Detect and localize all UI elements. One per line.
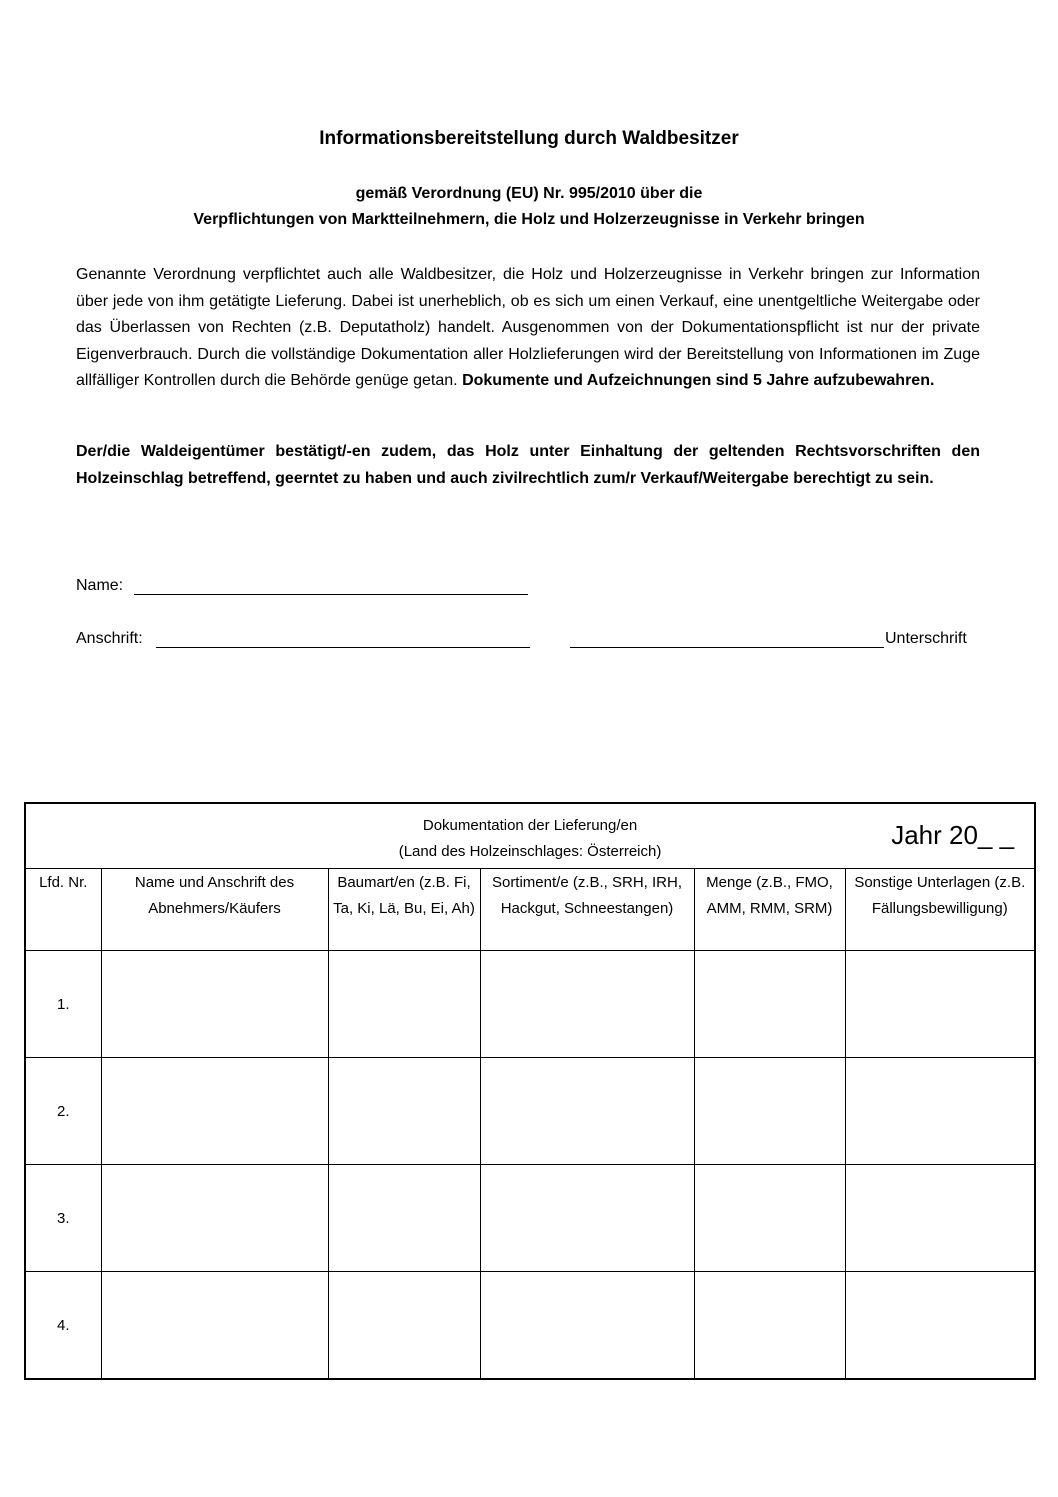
- column-header: Baumart/en (z.B. Fi, Ta, Ki, Lä, Bu, Ei, Ah): [328, 869, 480, 951]
- assortment-cell[interactable]: [480, 1058, 694, 1165]
- signature-field[interactable]: [570, 647, 884, 648]
- row-number: 4.: [25, 1272, 101, 1380]
- column-header: Lfd. Nr.: [25, 869, 101, 951]
- table-row: [25, 1165, 1035, 1272]
- row-number: 2.: [25, 1058, 101, 1165]
- name-label: Name:: [76, 577, 124, 594]
- table-row: [25, 951, 1035, 1058]
- subtitle-regulation: gemäß Verordnung (EU) Nr. 995/2010 über die: [355, 185, 703, 202]
- assortment-cell[interactable]: [480, 951, 694, 1058]
- name-field[interactable]: [134, 594, 528, 595]
- species-cell[interactable]: [328, 1165, 480, 1272]
- row-number: 1.: [25, 951, 101, 1058]
- quantity-cell[interactable]: [694, 1058, 845, 1165]
- signature-label: Unterschrift: [885, 630, 967, 647]
- quantity-cell[interactable]: [694, 951, 845, 1058]
- document-title: Informationsbereitstellung durch Waldbesitzer: [319, 128, 739, 149]
- row-number: 3.: [25, 1165, 101, 1272]
- buyer-cell[interactable]: [101, 951, 328, 1058]
- buyer-cell[interactable]: [101, 1058, 328, 1165]
- buyer-cell[interactable]: [101, 1272, 328, 1380]
- documents-cell[interactable]: [845, 951, 1035, 1058]
- intro-paragraph: [76, 262, 980, 395]
- column-header: Sonstige Unterlagen (z.B. Fällungsbewilligung): [845, 869, 1035, 951]
- delivery-table: [24, 802, 1036, 1380]
- table-header: [25, 803, 1035, 869]
- address-label: Anschrift:: [76, 630, 143, 647]
- column-header: Sortiment/e (z.B., SRH, IRH, Hackgut, Schneestangen): [480, 869, 694, 951]
- documents-cell[interactable]: [845, 1165, 1035, 1272]
- assortment-cell[interactable]: [480, 1165, 694, 1272]
- column-header: Menge (z.B., FMO, AMM, RMM, SRM): [694, 869, 845, 951]
- species-cell[interactable]: [328, 1272, 480, 1380]
- column-header-row: [25, 869, 1035, 951]
- species-cell[interactable]: [328, 1058, 480, 1165]
- assortment-cell[interactable]: [480, 1272, 694, 1380]
- intro-text: Genannte Verordnung verpflichtet auch alle Waldbesitzer, die Holz und Holzerzeugnisse in Verkehr bringen zur Information über jede von ihm getätigte Lieferung. Dabei ist unerheblich, ob es sich um einen Verkauf, eine unentgeltliche Weitergabe oder das Überlassen von Rechten (z.B. Deputatholz) handelt. Ausgenommen von der Dokumentationspflicht ist nur der private Eigenverbrauch. Durch die vollständige Dokumentation aller Holzlieferungen wird der Bereitstellung von Informationen im Zuge allfälliger Kontrollen durch die Behörde genüge getan.: [76, 266, 980, 390]
- buyer-cell[interactable]: [101, 1165, 328, 1272]
- quantity-cell[interactable]: [694, 1272, 845, 1380]
- table-header-title: Dokumentation der Lieferung/en: [422, 817, 638, 834]
- species-cell[interactable]: [328, 951, 480, 1058]
- column-header: Name und Anschrift des Abnehmers/Käufers: [101, 869, 328, 951]
- subtitle-obligations: Verpflichtungen von Marktteilnehmern, die Holz und Holzerzeugnisse in Verkehr bringen: [193, 211, 865, 228]
- table-row: [25, 1058, 1035, 1165]
- quantity-cell[interactable]: [694, 1165, 845, 1272]
- documents-cell[interactable]: [845, 1058, 1035, 1165]
- table-header-country: (Land des Holzeinschlages: Österreich): [398, 843, 662, 860]
- year-field[interactable]: Jahr 20_ _: [891, 820, 1015, 850]
- documents-cell[interactable]: [845, 1272, 1035, 1380]
- owner-confirmation: Der/die Waldeigentümer bestätigt/-en zudem, das Holz unter Einhaltung der geltenden Rechtsvorschriften den Holzeinschlag betreffend, geerntet zu haben und auch zivilrechtlich zum/r Verkauf/Weitergabe berechtigt zu sein.: [76, 443, 980, 487]
- table-row: [25, 1272, 1035, 1380]
- retention-notice: Dokumente und Aufzeichnungen sind 5 Jahre aufzubewahren.: [462, 372, 935, 390]
- address-field[interactable]: [156, 647, 530, 648]
